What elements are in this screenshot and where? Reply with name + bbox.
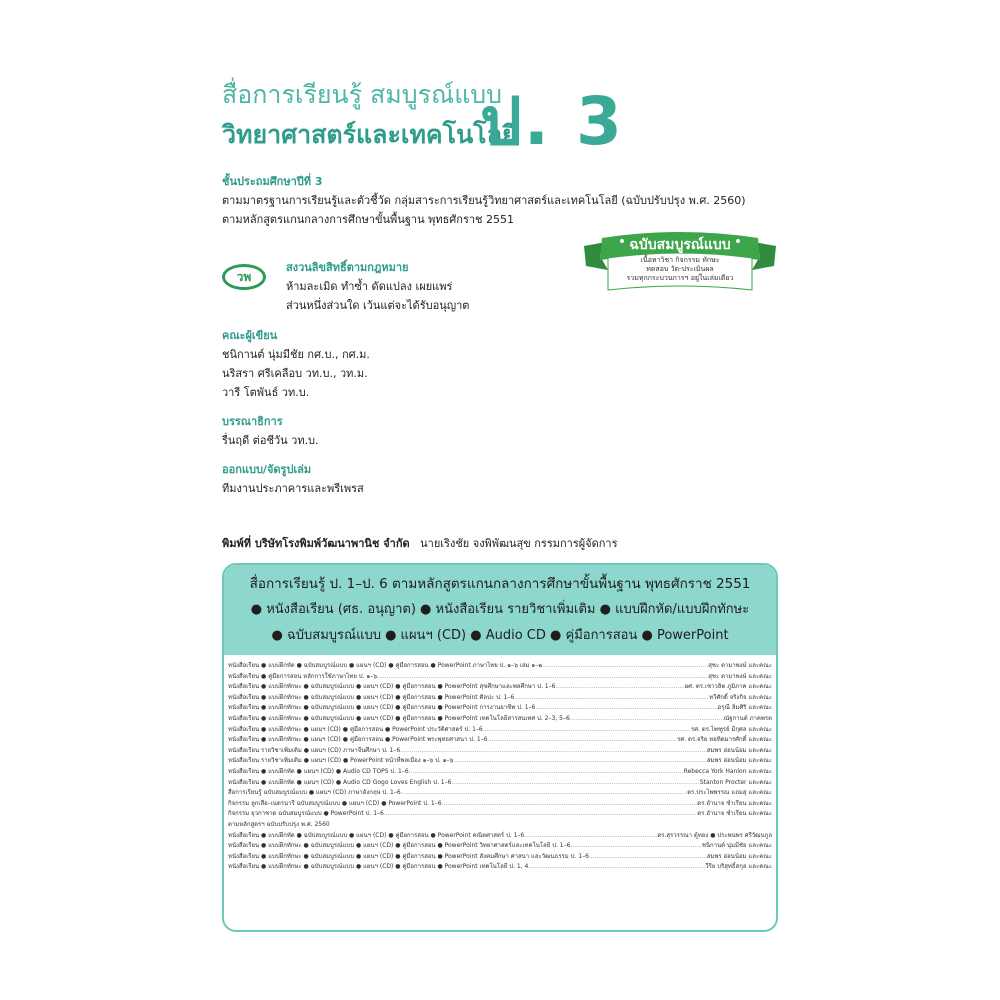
ribbon-line: ทดสอบ วัด-ประเมินผล xyxy=(646,265,714,273)
catalog-row xyxy=(228,661,772,672)
level-section xyxy=(222,172,746,229)
catalog-row-title: หนังสือเรียน ● แบบฝึกทักษะ ● ฉบับสมบูรณ์แบบ ● แผนฯ (CD) ● คู่มือการสอน ● PowerPoint สังคมศึกษา ศาสนา และวัฒนธรรม ป. 1–6 xyxy=(228,852,589,860)
catalog-row-leader xyxy=(377,672,708,683)
catalog-row-title: ตามหลักสูตรฯ ฉบับปรับปรุง พ.ศ. 2560 xyxy=(228,820,330,828)
catalog-row-author: วีรีย บริสุทธิ์สกุล และคณะ xyxy=(705,863,772,871)
printer-manager: นายเริงชัย จงพิพัฒนสุข กรรมการผู้จัดการ xyxy=(420,537,618,550)
catalog-row xyxy=(228,852,772,863)
catalog-row-title: หนังสือเรียน ● แบบฝึกหัด ● แผนฯ (CD) ● Audio CD TOPS ป. 1–6 xyxy=(228,767,409,775)
catalog-row-leader xyxy=(542,661,708,672)
catalog-row xyxy=(228,703,772,714)
catalog-row-leader xyxy=(528,862,705,873)
catalog-row-author: รศ. ดร.ไพฑูรย์ มีกุศล และคณะ xyxy=(690,725,772,733)
title-line-1: สื่อการเรียนรู้ สมบูรณ์แบบ xyxy=(222,80,503,109)
catalog-row xyxy=(228,672,772,683)
catalog-row-title: กิจกรรม ยุวกาชาด ฉบับสมบูรณ์แบบ ● PowerPoint ป. 1–6 xyxy=(228,810,384,818)
author-line: วารี โตพันธ์ วท.บ. xyxy=(222,386,310,399)
design-section xyxy=(222,460,364,498)
catalog-row-author: Stanton Procter และคณะ xyxy=(699,778,772,786)
catalog-row-author: ดร.อำนาจ ช่ำเรียน และคณะ xyxy=(697,799,772,807)
catalog-row-title: หนังสือเรียน ● แบบฝึกทักษะ ● แผนฯ (CD) ● คู่มือการสอน ● PowerPoint ประวัติศาสตร์ ป. 1–6 xyxy=(228,725,483,733)
authors-heading: คณะผู้เขียน xyxy=(222,329,278,342)
catalog-row xyxy=(228,799,772,810)
catalog-list xyxy=(224,655,776,873)
catalog-row-leader xyxy=(401,788,688,799)
catalog-row-leader xyxy=(483,725,691,736)
catalog-row-leader xyxy=(400,746,707,757)
catalog-row-author: สมพร อ่อนน้อม และคณะ xyxy=(706,852,772,860)
catalog-row-title: หนังสือเรียน ● แบบฝึกทักษะ ● ฉบับสมบูรณ์แบบ ● แผนฯ (CD) ● คู่มือการสอน ● PowerPoint ศิลปะ ป. 1–6 xyxy=(228,693,515,701)
catalog-row-author: ผศ. ดร.เชาวลิต ภูมิภาค และคณะ xyxy=(684,683,772,691)
edition-ribbon xyxy=(584,232,776,294)
catalog-row-leader xyxy=(555,682,684,693)
catalog-row-title: หนังสือเรียน รายวิชาเพิ่มเติม ● แผนฯ (CD) ภาษาจีนศึกษา ป. 1–6 xyxy=(228,746,401,754)
catalog-row-author: อรุณี ลิ่มศิริ และคณะ xyxy=(717,704,772,712)
catalog-row xyxy=(228,820,772,831)
catalog-row-title: หนังสือเรียน รายวิชาเพิ่มเติม ● แผนฯ (CD) ● PowerPoint หน้าที่พลเมือง ๑–๖ ป. ๑–๖ xyxy=(228,757,454,765)
catalog-row-title: สื่อการเรียนรู้ ฉบับสมบูรณ์แบบ ● แผนฯ (CD) ภาษาอังกฤษ ป. 1–6 xyxy=(228,789,401,797)
catalog-row-title: หนังสือเรียน ● แบบฝึกทักษะ ● ฉบับสมบูรณ์แบบ ● แผนฯ (CD) ● คู่มือการสอน ● PowerPoint วิทยาศาสตร์และเทคโนโลยี ป. 1–6 xyxy=(228,842,571,850)
printer-line xyxy=(222,534,618,552)
catalog-header-line: ● ฉบับสมบูรณ์แบบ ● แผนฯ (CD) ● Audio CD ● คู่มือการสอน ● PowerPoint xyxy=(271,628,729,643)
catalog-row xyxy=(228,725,772,736)
editor-heading: บรรณาธิการ xyxy=(222,415,283,428)
catalog-panel xyxy=(222,563,778,932)
catalog-row-leader xyxy=(514,693,709,704)
catalog-row xyxy=(228,831,772,842)
catalog-row-author: ณัฐกานต์ ภาคพรต xyxy=(723,714,772,722)
catalog-row-author: ทวีศักดิ์ จริงกิจ และคณะ xyxy=(709,693,772,701)
catalog-row-leader xyxy=(570,841,701,852)
catalog-row-author: สุชะ ดามาพงษ์ และคณะ xyxy=(708,672,772,680)
catalog-row-author: ดร.สุรวรรณา ตู้ทอง ● ประพนพร ศรีวัฒนกูล xyxy=(657,831,772,839)
catalog-row-title: หนังสือเรียน ● แบบฝึกทักษะ ● แผนฯ (CD) ● คู่มือการสอน ● PowerPoint พระพุทธศาสนา ป. 1–6 xyxy=(228,736,488,744)
level-heading: ชั้นประถมศึกษาปีที่ 3 xyxy=(222,175,323,188)
catalog-row-leader xyxy=(453,756,706,767)
catalog-row-title: หนังสือเรียน ● แบบฝึกทักษะ ● ฉบับสมบูรณ์แบบ ● แผนฯ (CD) ● คู่มือการสอน ● PowerPoint เทคโนโลยีสารสนเทศ ป. 2–3, 5–6 xyxy=(228,714,570,722)
grade-label: ป. 3 xyxy=(480,83,624,160)
catalog-row-leader xyxy=(451,778,699,789)
printer-label: พิมพ์ที่ บริษัทโรงพิมพ์วัฒนาพานิช จำกัด xyxy=(222,537,410,550)
catalog-row xyxy=(228,809,772,820)
catalog-row-author: สมพร อ่อนน้อม และคณะ xyxy=(706,757,772,765)
book-title xyxy=(222,80,517,152)
catalog-row xyxy=(228,735,772,746)
catalog-row-author: ดร.ประไพพรรณ แถมสุ และคณะ xyxy=(687,789,772,797)
author-line: ชนิกานต์ นุ่มมีชัย กศ.บ., กศ.ม. xyxy=(222,348,370,361)
catalog-row-title: หนังสือเรียน ● แบบฝึกทักษะ ● ฉบับสมบูรณ์แบบ ● แผนฯ (CD) ● คู่มือการสอน ● PowerPoint เทคโนโลยี ป. 1, 4 xyxy=(228,863,529,871)
catalog-header-line: สื่อการเรียนรู้ ป. 1–ป. 6 ตามหลักสูตรแกนกลางการศึกษาขั้นพื้นฐาน พุทธศักราช 2551 xyxy=(249,576,751,592)
catalog-row-leader xyxy=(524,831,657,842)
design-heading: ออกแบบ/จัดรูปเล่ม xyxy=(222,463,312,476)
catalog-row-leader xyxy=(488,735,678,746)
catalog-row-author: สมพร อ่อนน้อม และคณะ xyxy=(706,746,772,754)
catalog-row-leader xyxy=(384,809,697,820)
catalog-row-leader xyxy=(589,852,707,863)
catalog-row-author: รศ. ดร.จริย หอทิดมารศักดิ์ และคณะ xyxy=(677,736,772,744)
catalog-row-author: ดร.อำนาจ ช่ำเรียน และคณะ xyxy=(697,810,772,818)
authors-section xyxy=(222,326,370,402)
catalog-row-leader xyxy=(570,714,724,725)
catalog-row xyxy=(228,746,772,757)
catalog-row xyxy=(228,862,772,873)
catalog-row-title: หนังสือเรียน ● แบบฝึกหัด ● แผนฯ (CD) ● Audio CD Gogo Loves English ป. 1–6 xyxy=(228,778,452,786)
catalog-row-leader xyxy=(535,703,717,714)
catalog-row-leader xyxy=(409,767,684,778)
catalog-row-author: สุชะ ดามาพงษ์ และคณะ xyxy=(708,662,772,669)
catalog-row-title: กิจกรรม ลูกเสือ–เนตรนารี ฉบับสมบูรณ์แบบ ● แผนฯ (CD) ● PowerPoint ป. 1–6 xyxy=(228,799,442,807)
copyright-line: ส่วนหนึ่งส่วนใด เว้นแต่จะได้รับอนุญาต xyxy=(286,299,470,312)
catalog-row-title: หนังสือเรียน ● แบบฝึกทักษะ ● ฉบับสมบูรณ์แบบ ● แผนฯ (CD) ● คู่มือการสอน ● PowerPoint สุขศึกษาและพลศึกษา ป. 1–6 xyxy=(228,683,556,691)
catalog-header-line: ● หนังสือเรียน (ศธ. อนุญาต) ● หนังสือเรียน รายวิชาเพิ่มเติม ● แบบฝึกหัด/แบบฝึกทักษะ xyxy=(250,602,750,617)
catalog-row xyxy=(228,756,772,767)
catalog-row-title: หนังสือเรียน ● แบบฝึกหัด ● ฉบับสมบูรณ์แบบ ● แผนฯ (CD) ● คู่มือการสอน ● PowerPoint คณิตศาสตร์ ป. 1–6 xyxy=(228,831,525,839)
catalog-row xyxy=(228,778,772,789)
copyright-section xyxy=(222,258,522,312)
catalog-row-author: ชนิกานต์ นุ่มมีชัย และคณะ xyxy=(701,842,772,850)
catalog-row xyxy=(228,841,772,852)
catalog-row-author: Rebecca York Hanlon และคณะ xyxy=(683,767,772,775)
catalog-row xyxy=(228,693,772,704)
catalog-row-title: หนังสือเรียน ● แบบฝึกทักษะ ● ฉบับสมบูรณ์แบบ ● แผนฯ (CD) ● คู่มือการสอน ● PowerPoint การงานอาชีพ ป. 1–6 xyxy=(228,704,536,712)
publisher-logo-icon: วพ xyxy=(222,264,266,290)
catalog-header xyxy=(224,565,776,655)
catalog-row-leader xyxy=(442,799,698,810)
title-line-2: วิทยาศาสตร์และเทคโนโลยี xyxy=(222,120,517,149)
ribbon-line: เนื้อหาวิชา กิจกรรม ทักษะ xyxy=(640,256,720,264)
catalog-row xyxy=(228,788,772,799)
copyright-line: ห้ามละเมิด ทำซ้ำ ดัดแปลง เผยแพร่ xyxy=(286,280,453,293)
level-line: ตามมาตรฐานการเรียนรู้และตัวชี้วัด กลุ่มสาระการเรียนรู้วิทยาศาสตร์และเทคโนโลยี (ฉบับปรับปรุง พ.ศ. 2560) xyxy=(222,194,746,207)
level-line: ตามหลักสูตรแกนกลางการศึกษาขั้นพื้นฐาน พุทธศักราช 2551 xyxy=(222,213,514,226)
catalog-row-title: หนังสือเรียน ● แบบฝึกหัด ● ฉบับสมบูรณ์แบบ ● แผนฯ (CD) ● คู่มือการสอน ● PowerPoint ภาษาไทย ป. ๑–๖ เล่ม ๑–๒ xyxy=(228,662,543,669)
editor-line: รื่นฤดี ต่อชีวัน วท.บ. xyxy=(222,434,319,447)
ribbon-title: ฉบับสมบูรณ์แบบ xyxy=(629,237,731,253)
author-line: นริสรา ศรีเคลือบ วท.บ., วท.ม. xyxy=(222,367,368,380)
editor-section xyxy=(222,412,319,450)
design-line: ทีมงานประภาคารและพรีเพรส xyxy=(222,482,364,495)
catalog-row xyxy=(228,767,772,778)
catalog-row-title: หนังสือเรียน ● คู่มือการสอน หลักการใช้ภาษาไทย ป. ๑–๖ xyxy=(228,672,378,680)
catalog-row xyxy=(228,682,772,693)
copyright-heading: สงวนลิขสิทธิ์ตามกฎหมาย xyxy=(286,261,409,274)
ribbon-line: รวมทุกกระบวนการฯ อยู่ในเล่มเดียว xyxy=(626,274,734,282)
catalog-row xyxy=(228,714,772,725)
